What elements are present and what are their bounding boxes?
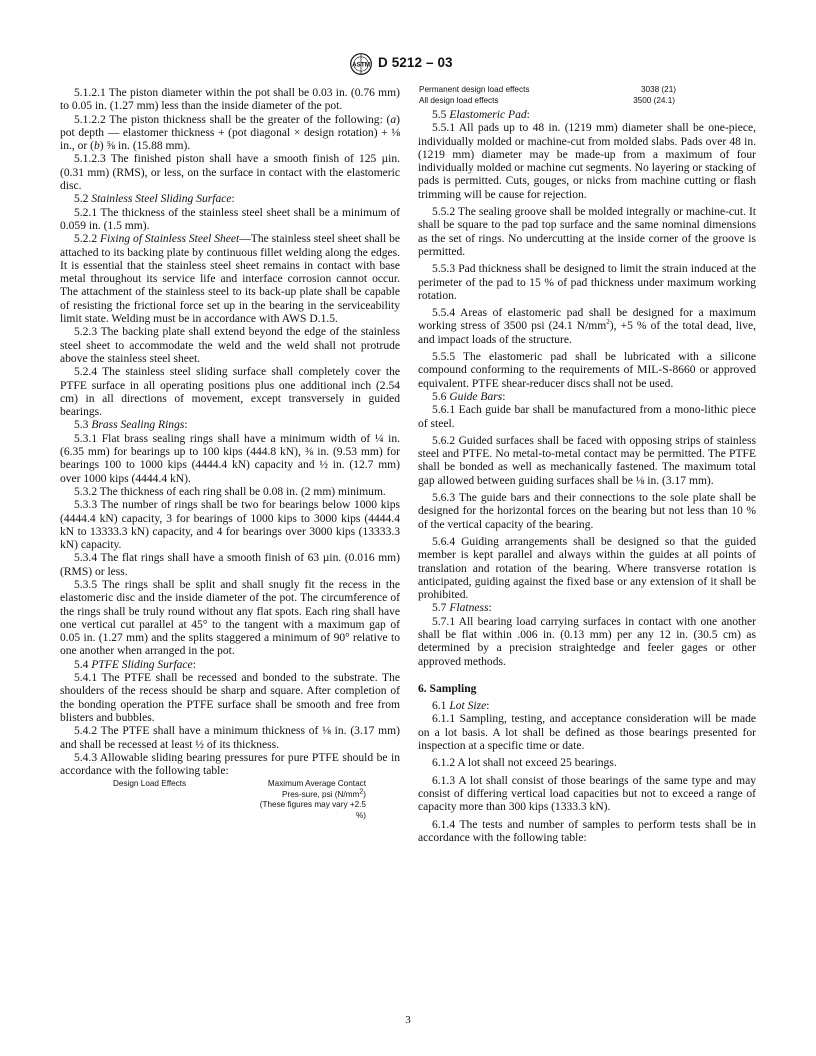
table-cell-label: Permanent design load effects: [419, 85, 530, 94]
pressure-table-header: [60, 779, 400, 819]
logo-text: ASTM: [351, 61, 371, 69]
para-6-1-4: 6.1.4 The tests and number of samples to perform tests shall be in accordance with the following table:: [418, 818, 756, 844]
heading-5-3: 5.3 Brass Sealing Rings:: [74, 419, 188, 432]
para-6-1-1: 6.1.1 Sampling, testing, and acceptance consideration will be made on a lot basis. A lot shall be defined as those bearings presented for inspection at a specific time or date.: [418, 713, 756, 753]
heading-5-6: 5.6 Guide Bars:: [432, 390, 506, 403]
para-5-2-1: 5.2.1 The thickness of the stainless steel sheet shall be a minimum of 0.059 in. (1.5 mm).: [60, 206, 400, 232]
para-5-5-4: 5.5.4 Areas of elastomeric pad shall be designed for a maximum working stress of 3500 psi (24.1 $N/mm^2$), +5 % of the total dead, live, and impact loads of the structure.: [418, 307, 756, 346]
para-5-1-2-2: 5.1.2.2 The piston thickness shall be the greater of the following: (a) pot depth — elastomer thickness + (pot diagonal × design rotation) + ⅛ in., or (b) ⅝ in. (15.88 mm).: [60, 113, 400, 153]
para-5-4-1: 5.4.1 The PTFE shall be recessed and bonded to the substrate. The shoulders of the recess should be sharp and square. After completion of the bonding operation the PTFE surface shall be smooth and free from blisters and bubbles.: [60, 672, 400, 724]
table-header-load-effects: Design Load Effects: [113, 779, 187, 789]
para-5-3-2: 5.3.2 The thickness of each ring shall be 0.08 in. (2 mm) minimum.: [74, 485, 386, 498]
para-5-5-2: 5.5.2 The sealing groove shall be molded integrally or machine-cut. It shall be square to the pad top surface and the same nominal dimensions as the set of rings. No undercutting at the inside corner of the groove is permitted.: [418, 206, 756, 258]
heading-5-4: 5.4 PTFE Sliding Surface:: [74, 658, 196, 671]
para-5-2-4: 5.2.4 The stainless steel sliding surface shall completely cover the PTFE surface in all operating positions plus one additional inch (2.54 cm) in all directions of movement, except transversely in guided bearings.: [60, 366, 400, 419]
table-row: [418, 84, 756, 95]
para-5-5-1: 5.5.1 All pads up to 48 in. (1219 mm) diameter shall be one-piece, individually molded or machine-cut from molded slabs. Pads over 48 in. (1219 mm) diameter may be made-up from a maximum of four individually molded or machine cut segments. No layering or stacking of pads is permitted. Cuts, gouges, or nicks from machine cutting or flash trimming will be cause for rejection.: [418, 122, 756, 201]
heading-5-2: 5.2 Stainless Steel Sliding Surface:: [74, 193, 235, 206]
para-5-1-2-1: 5.1.2.1 The piston diameter within the pot shall be 0.03 in. (0.76 mm) to 0.05 in. (1.27 mm) less than the inside diameter of the pot.: [60, 87, 400, 113]
document-designation: D 5212 – 03: [378, 55, 453, 70]
heading-5-7: 5.7 Flatness:: [432, 602, 492, 615]
para-5-4-2: 5.4.2 The PTFE shall have a minimum thickness of ⅛ in. (3.17 mm) and shall be recessed at least ½ of its thickness.: [60, 725, 400, 751]
para-5-3-3: 5.3.3 The number of rings shall be two for bearings below 1000 kips (4444.4 kN) capacity, 3 for bearings of 1000 kips to 3000 kips (4444.4 kN to 13333.3 kN) capacity, and 4 for bearings over 3000 kips (13333.3 kN) capacity.: [60, 499, 400, 552]
para-5-4-3: 5.4.3 Allowable sliding bearing pressures for pure PTFE should be in accordance with the following table:: [60, 751, 400, 778]
para-6-1-3: 6.1.3 A lot shall consist of those bearings of the same type and may consist of differing vertical load capacities but not to exceed a range of capacity more than 300 kips (1333.3 kN).: [418, 774, 756, 814]
pressure-table-body: [418, 84, 756, 109]
para-5-6-2: 5.6.2 Guided surfaces shall be faced with opposing strips of stainless steel and PTFE. No metal-to-metal contact may be permitted. The PTFE shall be bonded as well as mechanically fastened. The maximum total gap allowed between guiding surfaces shall be ⅛ in. (3.17 mm).: [418, 434, 756, 487]
table-cell-label: All design load effects: [419, 96, 499, 105]
para-5-3-5: 5.3.5 The rings shall be split and shall snugly fit the recess in the elastomeric disc and the inside diameter of the pot. The circumference of the rings shall be truly round without any flat spots. Each ring shall have one vertical cut parallel at 45° to the tangent with a maximum gap of 0.05 in. (1.27 mm) and the splits staggered a minimum of 90° relative to one another when arranged in the pot.: [60, 578, 400, 658]
para-5-2-3: 5.2.3 The backing plate shall extend beyond the edge of the stainless steel sheet to accommodate the weld and the weld shall not protrude above the stainless steel sheet.: [60, 326, 400, 365]
table-header-contact-pressure: Maximum Average Contact Pres-sure, psi $(N/mm^2)$ (These figures may vary +2.5 %): [259, 779, 366, 820]
left-column: [60, 87, 400, 819]
section-heading-sampling: 6. Sampling: [418, 682, 477, 695]
para-6-1-2: 6.1.2 A lot shall not exceed 25 bearings.: [432, 757, 617, 770]
para-5-7-1: 5.7.1 All bearing load carrying surfaces in contact with one another shall be flat within .006 in. (0.13 mm) per any 12 in. (30.5 cm) as determined by a precision straightedge and feeler gages or other approved methods.: [418, 615, 756, 668]
heading-5-5: 5.5 Elastomeric Pad:: [432, 109, 530, 121]
table-cell-value: 3038 (21): [640, 85, 676, 94]
page-number: 3: [405, 1014, 411, 1026]
table-cell-value: 3500 (24.1): [633, 96, 675, 105]
para-5-1-2-3: 5.1.2.3 The finished piston shall have a smooth finish of 125 µin. (0.31 mm) (RMS), or less, on the surface in contact with the elastomeric disc.: [60, 153, 400, 193]
para-5-2-2: 5.2.2 Fixing of Stainless Steel Sheet—The stainless steel sheet shall be attached to its backing plate by continuous fillet welding along the edges. It is essential that the stainless steel sheet remains in contact with base metal throughout its service life and interface corrosion cannot occur. The attachment of the stainless steel to its back-up plate shall be capable of resisting the frictional force set up in the bearing in the serviceability limit state. Welding must be in accordance with AWS D.1.5.: [60, 233, 400, 326]
para-5-6-3: 5.6.3 The guide bars and their connections to the sole plate shall be designed for the horizontal forces on the bearing but not less than 10 % of the vertical capacity of the bearing.: [418, 492, 756, 531]
para-5-3-4: 5.3.4 The flat rings shall have a smooth finish of 63 µin. (0.016 mm) (RMS) or less.: [60, 552, 400, 578]
para-5-3-1: 5.3.1 Flat brass sealing rings shall have a minimum width of ¼ in. (6.35 mm) for bearings up to 100 kips (444.8 kN), ⅜ in. (9.53 mm) for bearings 100 to 1000 kips (4444.4 kN) capacity and ½ in. (12.7 mm) over 1000 kips (4444.4 kN).: [60, 432, 400, 485]
right-column: [418, 87, 756, 845]
para-5-6-1: 5.6.1 Each guide bar shall be manufactured from a mono-lithic piece of steel.: [418, 404, 756, 430]
para-5-5-5: 5.5.5 The elastomeric pad shall be lubricated with a silicone compound conforming to the requirements of MIL-S-8660 or approved equivalent. PTFE shear-reducer discs shall not be used.: [418, 351, 756, 390]
para-5-5-3: 5.5.3 Pad thickness shall be designed to limit the strain induced at the perimeter of the pad to 15 % of pad thickness under maximum working rotation.: [418, 263, 756, 302]
page-header: [0, 52, 816, 80]
table-row: [418, 95, 756, 106]
heading-6-1: 6.1 Lot Size:: [432, 700, 490, 713]
para-5-6-4: 5.6.4 Guiding arrangements shall be designed so that the guided member is kept parallel and always within the guides at all points of translation and rotation of the bearing. Where transverse rotation is anticipated, guiding against the fixed base or any extension of it shall be prohibited.: [418, 535, 756, 602]
astm-logo-icon: [350, 52, 372, 76]
